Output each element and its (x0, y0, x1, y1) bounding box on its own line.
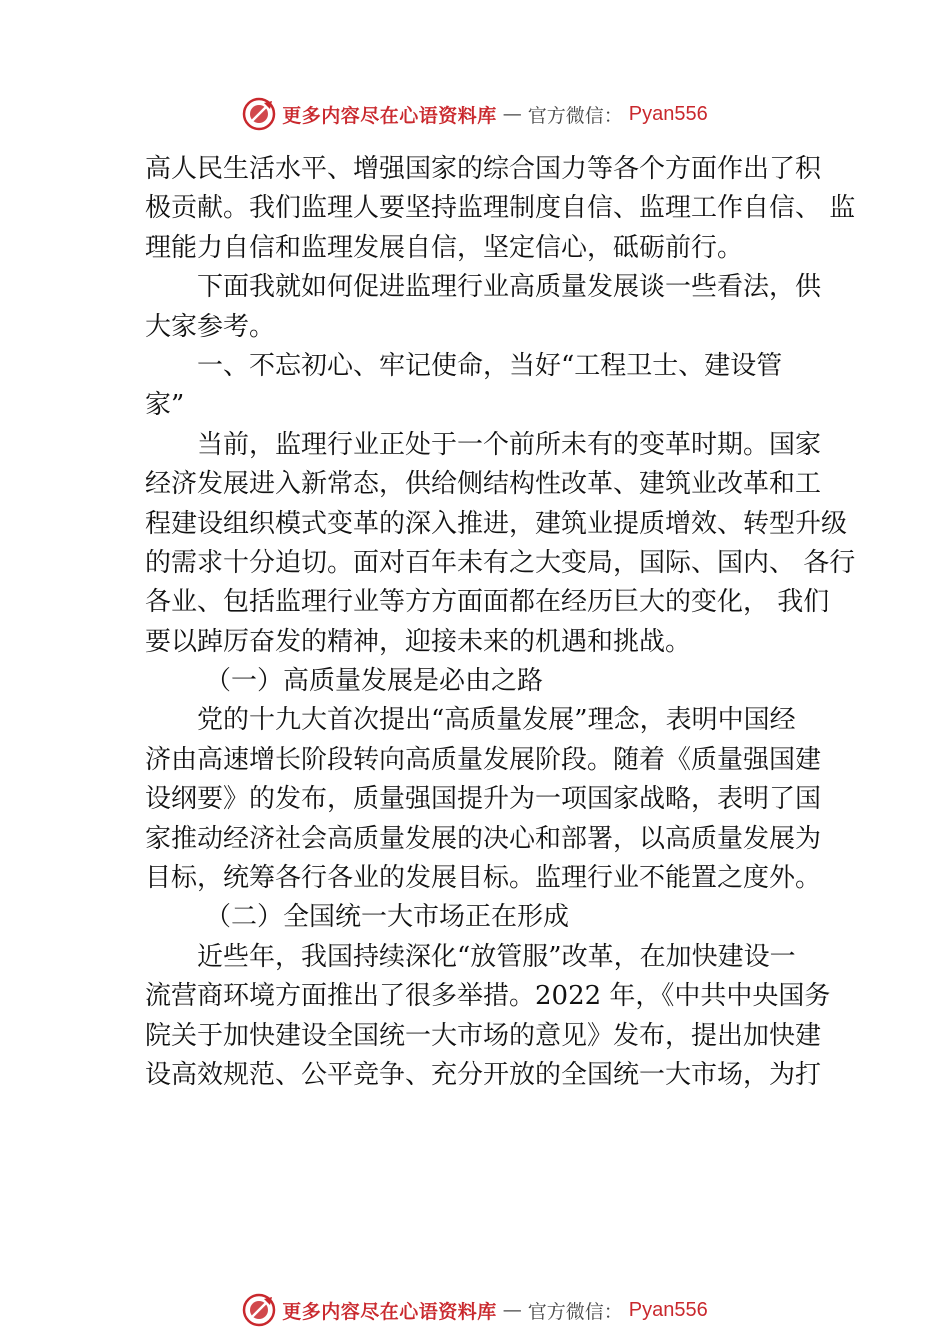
body-line: 济由高速增长阶段转向高质量发展阶段。随着《质量强国建 (145, 744, 822, 775)
body-line: 各业、包括监理行业等方方面面都在经历巨大的变化， 我们 (145, 587, 830, 618)
brand-logo-icon (242, 97, 276, 131)
brand-logo-icon (242, 1293, 276, 1327)
header-wechat-label: 官方微信： (527, 104, 623, 127)
section-heading: 一、不忘初心、牢记使命，当好“工程卫士、建设管 (197, 350, 783, 381)
footer-wechat-label: 官方微信： (527, 1300, 623, 1323)
header-separator: — (502, 103, 522, 125)
body-line: 近些年，我国持续深化“放管服”改革，在加快建设一 (197, 941, 796, 972)
header-wechat-id: Pyan556 (628, 102, 708, 125)
body-line: 的需求十分迫切。面对百年未有之大变局，国际、国内、 各行 (145, 547, 856, 578)
body-line: 极贡献。我们监理人要坚持监理制度自信、监理工作自信、 监 (145, 193, 856, 224)
header-site-text: 更多内容尽在心语资料库 (282, 104, 497, 127)
footer-banner (0, 1288, 950, 1332)
body-line: 经济发展进入新常态，供给侧结构性改革、建筑业改革和工 (145, 469, 822, 500)
body-line: 院关于加快建设全国统一大市场的意见》发布，提出加快建 (145, 1020, 822, 1051)
document-body (145, 150, 856, 1095)
header-banner (0, 92, 950, 136)
body-line: 党的十九大首次提出“高质量发展”理念，表明中国经 (197, 705, 796, 736)
body-line: 理能力自信和监理发展自信，坚定信心，砥砺前行。 (145, 232, 744, 263)
body-line: 高人民生活水平、增强国家的综合国力等各个方面作出了积 (145, 154, 822, 184)
body-line: 大家参考。 (145, 311, 276, 342)
body-line: 程建设组织模式变革的深入推进，建筑业提质增效、转型升级 (145, 508, 848, 539)
footer-site-text: 更多内容尽在心语资料库 (282, 1300, 497, 1323)
footer-separator: — (502, 1299, 522, 1321)
section-heading-cont: 家” (145, 390, 185, 421)
body-line: 目标，统筹各行各业的发展目标。监理行业不能置之度外。 (145, 863, 822, 894)
body-line: 流营商环境方面推出了很多举措。2022 年，《中共中央国务 (145, 981, 831, 1012)
body-line: 家推动经济社会高质量发展的决心和部署，以高质量发展为 (145, 823, 822, 854)
subsection-heading: （二）全国统一大市场正在形成 (205, 902, 570, 933)
body-line: 要以踔厉奋发的精神，迎接未来的机遇和挑战。 (145, 626, 692, 657)
footer-wechat-id: Pyan556 (628, 1298, 708, 1321)
body-line: 设纲要》的发布，质量强国提升为一项国家战略，表明了国 (145, 784, 822, 815)
body-line: 当前，监理行业正处于一个前所未有的变革时期。国家 (197, 429, 822, 460)
subsection-heading: （一）高质量发展是必由之路 (205, 666, 544, 697)
body-line: 设高效规范、公平竞争、充分开放的全国统一大市场，为打 (145, 1059, 822, 1090)
body-line: 下面我就如何促进监理行业高质量发展谈一些看法，供 (197, 272, 822, 303)
